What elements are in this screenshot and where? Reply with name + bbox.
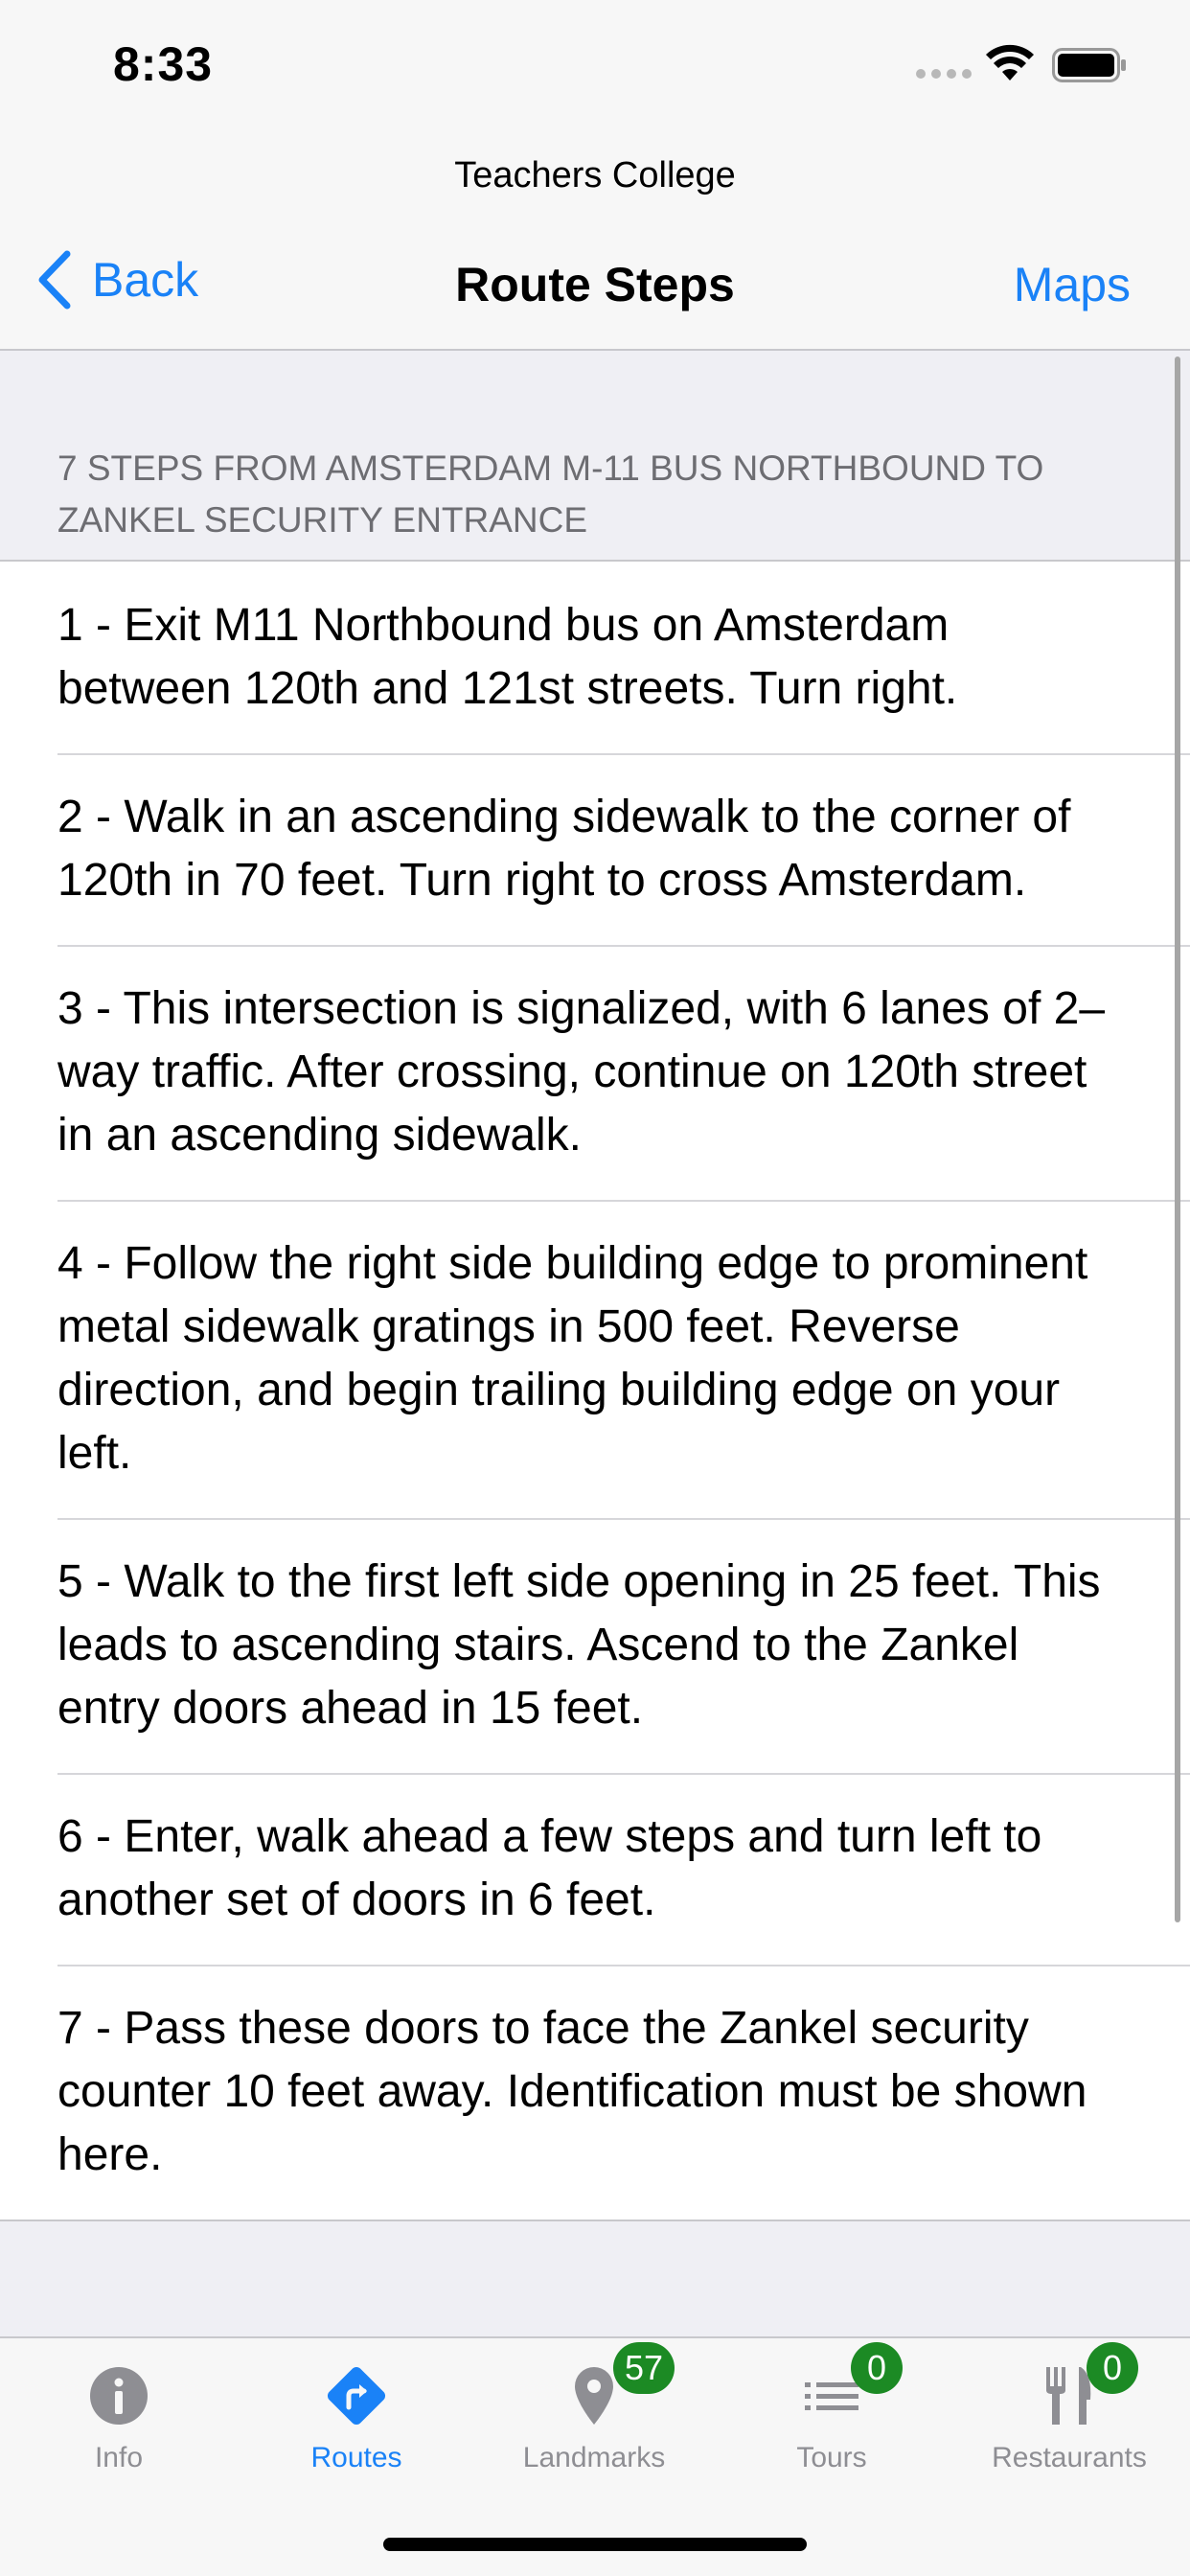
home-indicator[interactable] xyxy=(383,2538,807,2551)
list-item[interactable] xyxy=(0,1518,1190,1773)
step-text: 7 - Pass these doors to face the Zankel security counter 10 feet away. Identification must be shown here. xyxy=(57,2003,1087,2180)
wifi-icon xyxy=(985,44,1035,82)
status-time: 8:33 xyxy=(113,37,214,91)
steps-list xyxy=(0,562,1190,2221)
tab-landmarks[interactable] xyxy=(475,2338,713,2501)
tab-routes[interactable] xyxy=(238,2338,475,2501)
list-item[interactable] xyxy=(0,753,1190,945)
back-button-label: Back xyxy=(92,253,199,307)
maps-button[interactable]: Maps xyxy=(1013,258,1131,311)
step-text: 4 - Follow the right side building edge to prominent metal sidewalk gratings in 500 feet. Reverse direction, and begin trailing building edge on your left. xyxy=(57,1238,1088,1479)
route-icon xyxy=(322,2361,391,2430)
tab-label: Info xyxy=(94,2442,144,2473)
scroll-indicator[interactable] xyxy=(1175,356,1180,1922)
list-item[interactable] xyxy=(0,945,1190,1200)
cellular-signal-icon xyxy=(916,69,972,79)
section-header-text: 7 STEPS FROM AMSTERDAM M-11 BUS NORTHBOUND TO ZANKEL SECURITY ENTRANCE xyxy=(57,448,1044,540)
list-item[interactable] xyxy=(0,562,1190,753)
tours-badge: 0 xyxy=(851,2342,903,2394)
tab-tours[interactable] xyxy=(713,2338,950,2501)
step-text: 2 - Walk in an ascending sidewalk to the corner of 120th in 70 feet. Turn right to cross Amsterdam. xyxy=(57,792,1071,906)
page-title: Route Steps xyxy=(455,258,735,311)
list-item[interactable] xyxy=(0,1200,1190,1518)
step-text: 3 - This intersection is signalized, with 6 lanes of 2–way traffic. After crossing, continue on 120th street in an ascending sidewalk. xyxy=(57,983,1106,1161)
status-bar xyxy=(0,0,1190,134)
tab-label: Landmarks xyxy=(522,2442,666,2473)
navigation-bar xyxy=(0,134,1190,351)
tab-label: Tours xyxy=(796,2442,867,2473)
tab-restaurants[interactable] xyxy=(950,2338,1188,2501)
step-text: 5 - Walk to the first left side opening in 25 feet. This leads to ascending stairs. Ascend to the Zankel entry doors ahead in 15 feet. xyxy=(57,1556,1101,1734)
tab-label: Restaurants xyxy=(992,2442,1147,2473)
step-text: 1 - Exit M11 Northbound bus on Amsterdam between 120th and 121st streets. Turn right. xyxy=(57,600,958,714)
tab-info[interactable] xyxy=(0,2338,238,2501)
info-icon xyxy=(84,2361,153,2430)
section-header xyxy=(0,351,1190,562)
battery-icon xyxy=(1052,48,1127,82)
restaurants-badge: 0 xyxy=(1087,2342,1138,2394)
list-item[interactable] xyxy=(0,1773,1190,1965)
landmarks-badge: 57 xyxy=(613,2342,675,2394)
list-item[interactable] xyxy=(0,1965,1190,2220)
nav-prompt: Teachers College xyxy=(454,155,736,196)
step-text: 6 - Enter, walk ahead a few steps and turn left to another set of doors in 6 feet. xyxy=(57,1811,1042,1925)
tab-label: Routes xyxy=(310,2442,402,2473)
